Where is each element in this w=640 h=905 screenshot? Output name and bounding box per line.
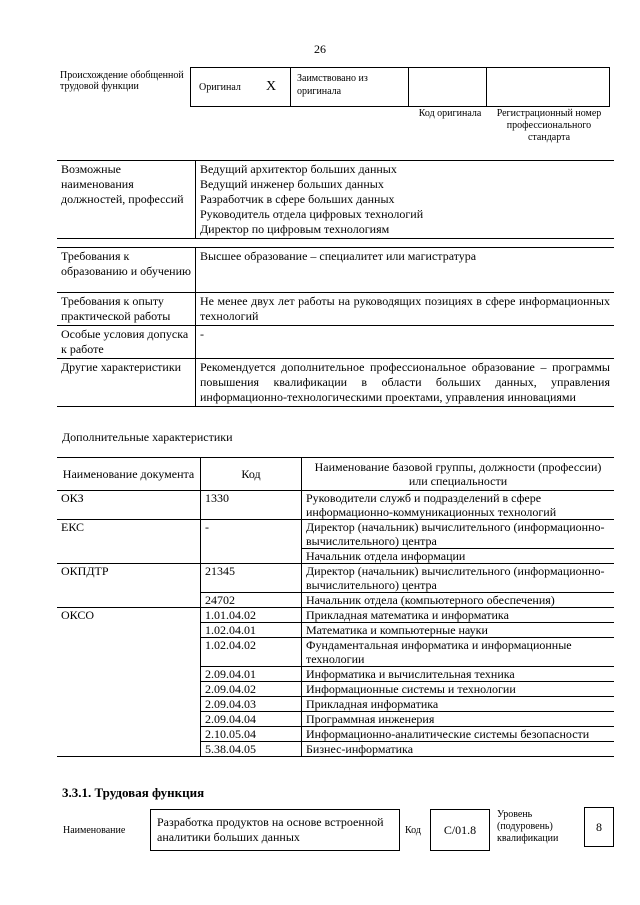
labor-function-code-value: C/01.8 <box>430 809 490 851</box>
name-cell: Фундаментальная информатика и информационные технологии <box>302 638 615 667</box>
name-cell: Начальник отдела информации <box>302 549 615 564</box>
code-cell <box>201 549 302 564</box>
req-other-label: Другие характеристики <box>57 359 196 407</box>
original-mark: X <box>266 79 277 94</box>
req-education-label: Требования к образованию и обучению <box>57 248 196 293</box>
header-doc: Наименование документа <box>57 458 201 491</box>
name-cell: Математика и компьютерные науки <box>302 623 615 638</box>
labor-function-title: 3.3.1. Трудовая функция <box>62 785 205 800</box>
positions-label: Возможные наименования должностей, профессий <box>57 161 196 239</box>
code-cell: 2.09.04.04 <box>201 712 302 727</box>
code-cell: 1.01.04.02 <box>201 608 302 623</box>
origin-label: Происхождение обобщенной трудовой функции <box>60 70 184 92</box>
code-cell: 2.09.04.03 <box>201 697 302 712</box>
code-cell: 1330 <box>201 491 302 520</box>
name-cell: Информатика и вычислительная техника <box>302 667 615 682</box>
table-row <box>57 608 614 623</box>
origin-box <box>190 67 610 107</box>
code-cell: 5.38.04.05 <box>201 742 302 757</box>
position-item: Руководитель отдела цифровых технологий <box>200 207 424 221</box>
name-cell: Программная инженерия <box>302 712 615 727</box>
code-cell: 2.10.05.04 <box>201 727 302 742</box>
requirements-table <box>57 247 614 407</box>
code-cell: 1.02.04.01 <box>201 623 302 638</box>
name-cell: Бизнес-информатика <box>302 742 615 757</box>
code-cell: 21345 <box>201 564 302 593</box>
table-row <box>57 491 614 520</box>
position-item: Директор по цифровым технологиям <box>200 222 390 236</box>
page-number: 26 <box>314 42 326 56</box>
name-cell: Информационные системы и технологии <box>302 682 615 697</box>
position-item: Разработчик в сфере больших данных <box>200 192 395 206</box>
req-conditions-value: - <box>196 326 615 359</box>
doc-eks: ЕКС <box>57 520 201 564</box>
header-name: Наименование базовой группы, должности (профессии) или специальности <box>302 458 615 491</box>
origin-borrowed-cell <box>291 68 409 106</box>
req-experience-value: Не менее двух лет работы на руководящих позициях в сфере информационных технологий <box>196 293 615 326</box>
original-label: Оригинал <box>199 82 241 93</box>
doc-okpdtr: ОКПДТР <box>57 564 201 608</box>
code-cell: 24702 <box>201 593 302 608</box>
table-row <box>57 564 614 593</box>
code-cell: 2.09.04.01 <box>201 667 302 682</box>
name-cell: Директор (начальник) вычислительного (информационно-вычислительного) центра <box>302 520 615 549</box>
table-row <box>57 520 614 549</box>
header-code: Код <box>201 458 302 491</box>
name-cell: Прикладная математика и информатика <box>302 608 615 623</box>
labor-function-name-label: Наименование <box>63 825 126 836</box>
name-cell: Информационно-аналитические системы безопасности <box>302 727 615 742</box>
name-cell: Директор (начальник) вычислительного (информационно-вычислительного) центра <box>302 564 615 593</box>
code-cell: 1.02.04.02 <box>201 638 302 667</box>
code-cell: 2.09.04.02 <box>201 682 302 697</box>
req-conditions-label: Особые условия допуска к работе <box>57 326 196 359</box>
position-item: Ведущий архитектор больших данных <box>200 162 397 176</box>
positions-list <box>196 161 615 239</box>
doc-okso: ОКСО <box>57 608 201 757</box>
req-other-value: Рекомендуется дополнительное профессиональное образование – программы повышения квалификации в области больших данных, управления информационно-технологическими проектами, управления инновациями <box>196 359 615 407</box>
origin-code-cell <box>409 68 487 106</box>
additional-title: Дополнительные характеристики <box>62 430 233 444</box>
origin-reg-cell <box>487 68 609 106</box>
positions-table <box>57 160 614 239</box>
name-cell: Руководители служб и подразделений в сфере информационно-коммуникационных технологий <box>302 491 615 520</box>
labor-function-level-label: Уровень (подуровень) квалификации <box>497 809 559 844</box>
name-cell: Прикладная информатика <box>302 697 615 712</box>
req-experience-label: Требования к опыту практической работы <box>57 293 196 326</box>
origin-reg-caption: Регистрационный номер профессионального стандарта <box>496 108 602 143</box>
code-cell: - <box>201 520 302 549</box>
doc-okz: ОКЗ <box>57 491 201 520</box>
req-education-value: Высшее образование – специалитет или магистратура <box>196 248 615 293</box>
name-cell: Начальник отдела (компьютерного обеспечения) <box>302 593 615 608</box>
borrowed-label: Заимствовано из оригинала <box>297 73 368 97</box>
labor-function-level-value: 8 <box>584 807 614 847</box>
labor-function-name-value: Разработка продуктов на основе встроенной аналитики больших данных <box>150 809 400 851</box>
position-item: Ведущий инженер больших данных <box>200 177 384 191</box>
additional-table <box>57 457 614 757</box>
labor-function-code-label: Код <box>405 825 421 836</box>
origin-original-cell <box>191 68 291 106</box>
origin-code-caption: Код оригинала <box>418 108 482 119</box>
